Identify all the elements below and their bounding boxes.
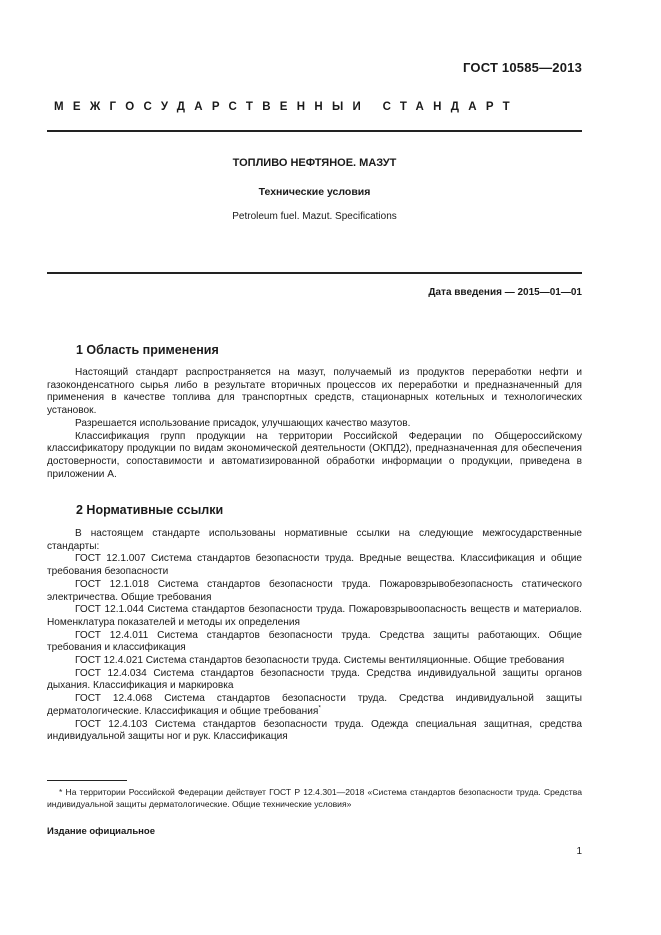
introduction-date: Дата введения — 2015—01—01 [428,287,582,298]
reference-item: ГОСТ 12.4.021 Система стандартов безопасности труда. Системы вентиляционные. Общие требования [75,655,565,667]
section-heading-scope: 1 Область применения [76,343,219,357]
document-english-title: Petroleum fuel. Mazut. Specifications [232,211,397,222]
interstate-standard-heading: МЕЖГОСУДАРСТВЕННЫЙ СТАНДАРТ [54,101,519,113]
official-edition-label: Издание официальное [47,826,155,837]
gost-number: ГОСТ 10585—2013 [463,60,582,75]
reference-item: ГОСТ 12.1.044 Система стандартов безопасности труда. Пожаровзрывоопасность веществ и материалов. Номенклатура показателей и методы их определения [47,604,582,628]
footnote-divider [47,780,127,781]
reference-item [47,693,582,718]
section-scope-body [47,367,582,481]
page-number: 1 [576,846,582,857]
reference-text: ГОСТ 12.4.068 Система стандартов безопасности труда. Средства индивидуальной защиты дерматологические. Классификация и общие требования [47,693,582,717]
footnote-marker: * [318,704,321,712]
reference-item: ГОСТ 12.4.103 Система стандартов безопасности труда. Одежда специальная защитная, средства индивидуальной защиты ног и рук. Классификация [47,718,582,743]
paragraph: Разрешается использование присадок, улучшающих качество мазутов. [75,417,411,429]
title-divider [47,272,582,274]
document-subtitle: Технические условия [258,186,371,198]
paragraph: В настоящем стандарте использованы нормативные ссылки на следующие межгосударственные стандарты: [47,528,582,552]
section-normative-refs-body [47,528,582,744]
reference-item: ГОСТ 12.4.011 Система стандартов безопасности труда. Средства защиты работающих. Общие требования и классификация [47,629,582,654]
section-heading-normative-refs: 2 Нормативные ссылки [76,503,224,517]
footnote [47,787,582,810]
reference-item: ГОСТ 12.4.034 Система стандартов безопасности труда. Средства индивидуальной защиты органов дыхания. Классификация и маркировка [47,667,582,692]
document-title: ТОПЛИВО НЕФТЯНОЕ. МАЗУТ [232,157,397,169]
reference-item: ГОСТ 12.1.018 Система стандартов безопасности труда. Пожаровзрывобезопасность статического электричества. Общие требования [47,578,582,603]
reference-item: ГОСТ 12.1.007 Система стандартов безопасности труда. Вредные вещества. Классификация и общие требования безопасности [47,553,582,578]
paragraph: Настоящий стандарт распространяется на мазут, получаемый из продуктов переработки нефти и газоконденсатного сырья либо в результате вторичных процессов их переработки и предназначенный для применения в качестве топлива для транспортных средств, стационарных котельных и технологических установок. [47,367,582,417]
paragraph: Классификация групп продукции на территории Российской Федерации по Общероссийскому классификатору продукции по видам экономической деятельности (ОКПД2), предназначенная для обеспечения достоверности, сопоставимости и автоматизированной обработки информации о продукции, приведена в приложении А. [47,430,582,480]
header-divider [47,130,582,132]
footnote-text: * На территории Российской Федерации действует ГОСТ Р 12.4.301—2018 «Система стандартов безопасности труда. Средства индивидуальной защиты дерматологические. Общие технические условия» [47,787,582,809]
